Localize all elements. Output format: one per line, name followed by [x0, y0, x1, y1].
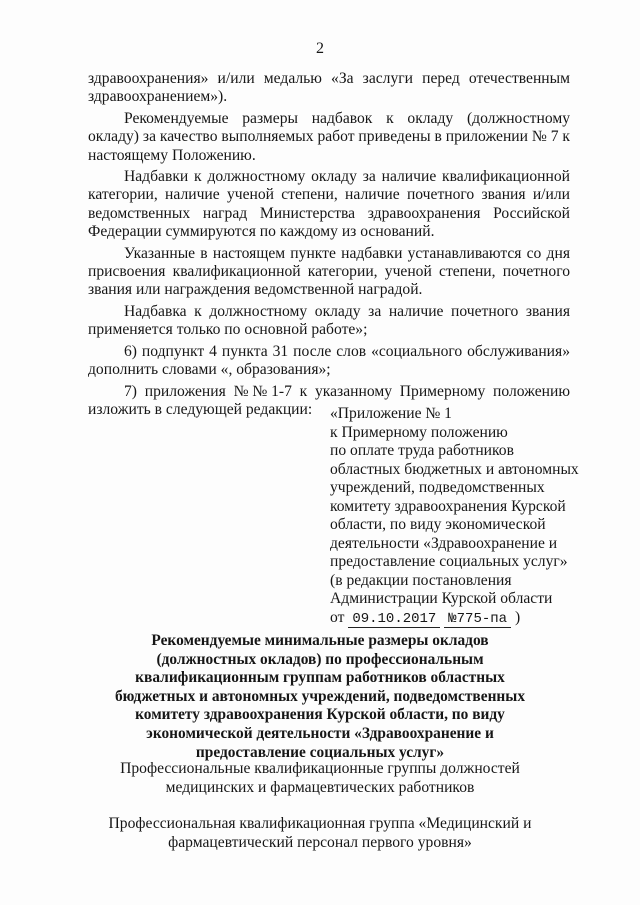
paragraph: Надбавки к должностному окладу за наличие квалификационной категории, наличие ученой степени, наличие почетного звания и/или ведомственных наград Министерства здравоохранения Российской Федерации суммируются по каждому из оснований. — [88, 168, 570, 241]
subheading-group-level-1: Профессиональная квалификационная группа «Медицинский и фармацевтический персонал первого уровня» — [108, 815, 532, 851]
appendix-line: «Приложение № 1 — [330, 405, 452, 422]
appendix-line: комитету здравоохранения Курской — [330, 497, 566, 515]
subheading-groups: Профессиональные квалификационные группы должностей медицинских и фармацевтических работников — [120, 760, 520, 796]
paragraph: 6) подпункт 4 пункта 31 после слов «социального обслуживания» дополнить словами «, образования»; — [88, 342, 570, 379]
appendix-line: Администрации Курской области — [330, 590, 553, 607]
appendix-line: учреждений, подведомственных — [330, 479, 545, 496]
paragraph: 7) приложения №№1-7 к указанному Примерному положению изложить в следующей редакции: — [88, 382, 570, 418]
resolution-date: 09.10.2017 — [348, 611, 440, 628]
date-prefix: от — [330, 608, 345, 626]
closing-parenthesis: ) — [514, 608, 521, 626]
resolution-date-row — [330, 609, 590, 628]
page-number: 2 — [316, 40, 324, 57]
appendix-line: по оплате труда работников — [330, 442, 514, 459]
section-heading: Рекомендуемые минимальные размеры окладов (должностных окладов) по профессиональным квалификационным группам работников областных бюджетных и автономных учреждений, подведомственных комитету здравоохранения Курской области, по виду экономической деятельности «Здравоохранение и предоставление социальных услуг» — [114, 632, 526, 761]
paragraph: Рекомендуемые размеры надбавок к окладу (должностному окладу) за качество выполняемых работ приведены в приложении № 7 к настоящему Положению. — [88, 109, 570, 164]
appendix-reference-block — [330, 405, 590, 628]
appendix-line: к Примерному положению — [330, 423, 508, 441]
appendix-line: областных бюджетных и автономных — [330, 460, 579, 478]
resolution-number: №775-па — [444, 611, 511, 628]
paragraph: Указанные в настоящем пункте надбавки устанавливаются со дня присвоения квалификационной категории, ученой степени, почетного звания или награждения ведомственной наградой. — [88, 244, 570, 299]
appendix-line: предоставление социальных услуг» — [330, 553, 568, 570]
appendix-line: деятельности «Здравоохранение и — [330, 534, 558, 552]
paragraph: Надбавка к должностному окладу за наличие почетного звания применяется только по основной работе»; — [88, 302, 570, 339]
appendix-line: области, по виду экономической — [330, 516, 546, 533]
body-text — [88, 70, 570, 422]
paragraph: здравоохранения» и/или медалью «За заслуги перед отечественным здравоохранением»). — [88, 70, 570, 106]
appendix-line: (в редакции постановления — [330, 571, 512, 589]
